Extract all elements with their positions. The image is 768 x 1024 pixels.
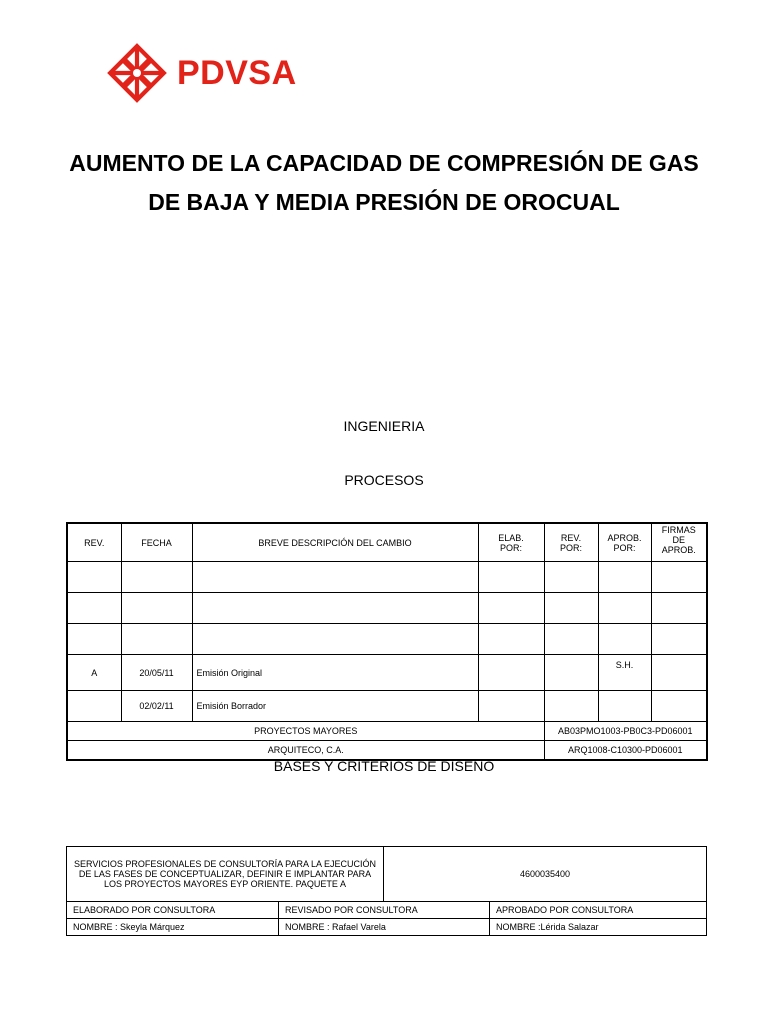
cell-revpor xyxy=(544,691,598,722)
cell-descripcion xyxy=(192,562,478,593)
service-row xyxy=(67,847,707,902)
cell-rev xyxy=(67,593,121,624)
table-row xyxy=(67,691,707,722)
table-row xyxy=(67,562,707,593)
cell-firmas xyxy=(651,655,707,691)
cell-descripcion xyxy=(192,624,478,655)
header-descripcion: BREVE DESCRIPCIÓN DEL CAMBIO xyxy=(192,523,478,562)
cell-elab xyxy=(478,655,544,691)
aprobado-header: APROBADO POR CONSULTORA xyxy=(490,902,707,919)
cell-revpor xyxy=(544,562,598,593)
footer-row-project xyxy=(67,722,707,741)
cell-firmas xyxy=(651,562,707,593)
cell-revpor xyxy=(544,593,598,624)
document-title-line2: DE BAJA Y MEDIA PRESIÓN DE OROCUAL xyxy=(148,189,620,215)
elaborado-name: NOMBRE : Skeyla Márquez xyxy=(67,919,279,936)
cell-aprob xyxy=(598,624,651,655)
cell-aprob xyxy=(598,562,651,593)
cell-fecha: 02/02/11 xyxy=(121,691,192,722)
document-title-line1: AUMENTO DE LA CAPACIDAD DE COMPRESIÓN DE GAS xyxy=(69,150,699,176)
revisado-name: NOMBRE : Rafael Varela xyxy=(279,919,490,936)
cell-elab xyxy=(478,562,544,593)
cell-elab xyxy=(478,624,544,655)
discipline-label: INGENIERIA xyxy=(343,418,425,434)
cell-rev: A xyxy=(67,655,121,691)
revision-header-row xyxy=(67,523,707,562)
contract-number: 4600035400 xyxy=(384,847,707,902)
header-fecha: FECHA xyxy=(121,523,192,562)
cell-firmas xyxy=(651,593,707,624)
brand-name: PDVSA xyxy=(177,54,297,92)
cell-revpor xyxy=(544,624,598,655)
cell-elab xyxy=(478,691,544,722)
document-subject: BASES Y CRITERIOS DE DISEÑO xyxy=(273,758,495,774)
cell-fecha: 20/05/11 xyxy=(121,655,192,691)
pdvsa-logo xyxy=(106,40,326,106)
consultant-document-code: ARQ1008-C10300-PD06001 xyxy=(544,741,707,761)
cell-fecha xyxy=(121,593,192,624)
table-row xyxy=(67,593,707,624)
elaborado-header: ELABORADO POR CONSULTORA xyxy=(67,902,279,919)
service-description: SERVICIOS PROFESIONALES DE CONSULTORÍA PARA LA EJECUCIÓN DE LAS FASES DE CONCEPTUALIZAR, DEFINIR E IMPLANTAR PARA LOS PROYECTOS MAYORES EYP ORIENTE. PAQUETE A xyxy=(67,847,384,902)
cell-rev xyxy=(67,562,121,593)
consultant-name: ARQUITECO, C.A. xyxy=(67,741,544,761)
table-row xyxy=(67,624,707,655)
cell-firmas xyxy=(651,691,707,722)
project-owner-label: PROYECTOS MAYORES xyxy=(67,722,544,741)
cell-rev xyxy=(67,624,121,655)
cell-aprob xyxy=(598,593,651,624)
header-aprob-por: APROB. POR: xyxy=(598,523,651,562)
cell-elab xyxy=(478,593,544,624)
table-row xyxy=(67,655,707,691)
area-label: PROCESOS xyxy=(344,472,424,488)
pdvsa-sun-logo-icon xyxy=(106,42,168,104)
approval-names-row xyxy=(67,919,707,936)
cell-fecha xyxy=(121,562,192,593)
project-document-code: AB03PMO1003-PB0C3-PD06001 xyxy=(544,722,707,741)
cell-aprob: S.H. xyxy=(598,655,651,691)
revision-table xyxy=(66,522,708,761)
approval-header-row xyxy=(67,902,707,919)
header-elab-por: ELAB. POR: xyxy=(478,523,544,562)
cell-firmas xyxy=(651,624,707,655)
service-approval-table xyxy=(66,846,707,936)
cell-descripcion xyxy=(192,593,478,624)
cell-fecha xyxy=(121,624,192,655)
cell-revpor xyxy=(544,655,598,691)
cell-descripcion: Emisión Borrador xyxy=(192,691,478,722)
cell-descripcion: Emisión Original xyxy=(192,655,478,691)
header-firmas: FIRMAS DE APROB. xyxy=(651,523,707,562)
revisado-header: REVISADO POR CONSULTORA xyxy=(279,902,490,919)
aprobado-name: NOMBRE :Lérida Salazar xyxy=(490,919,707,936)
cell-aprob xyxy=(598,691,651,722)
header-rev-por: REV. POR: xyxy=(544,523,598,562)
cell-rev xyxy=(67,691,121,722)
header-rev: REV. xyxy=(67,523,121,562)
